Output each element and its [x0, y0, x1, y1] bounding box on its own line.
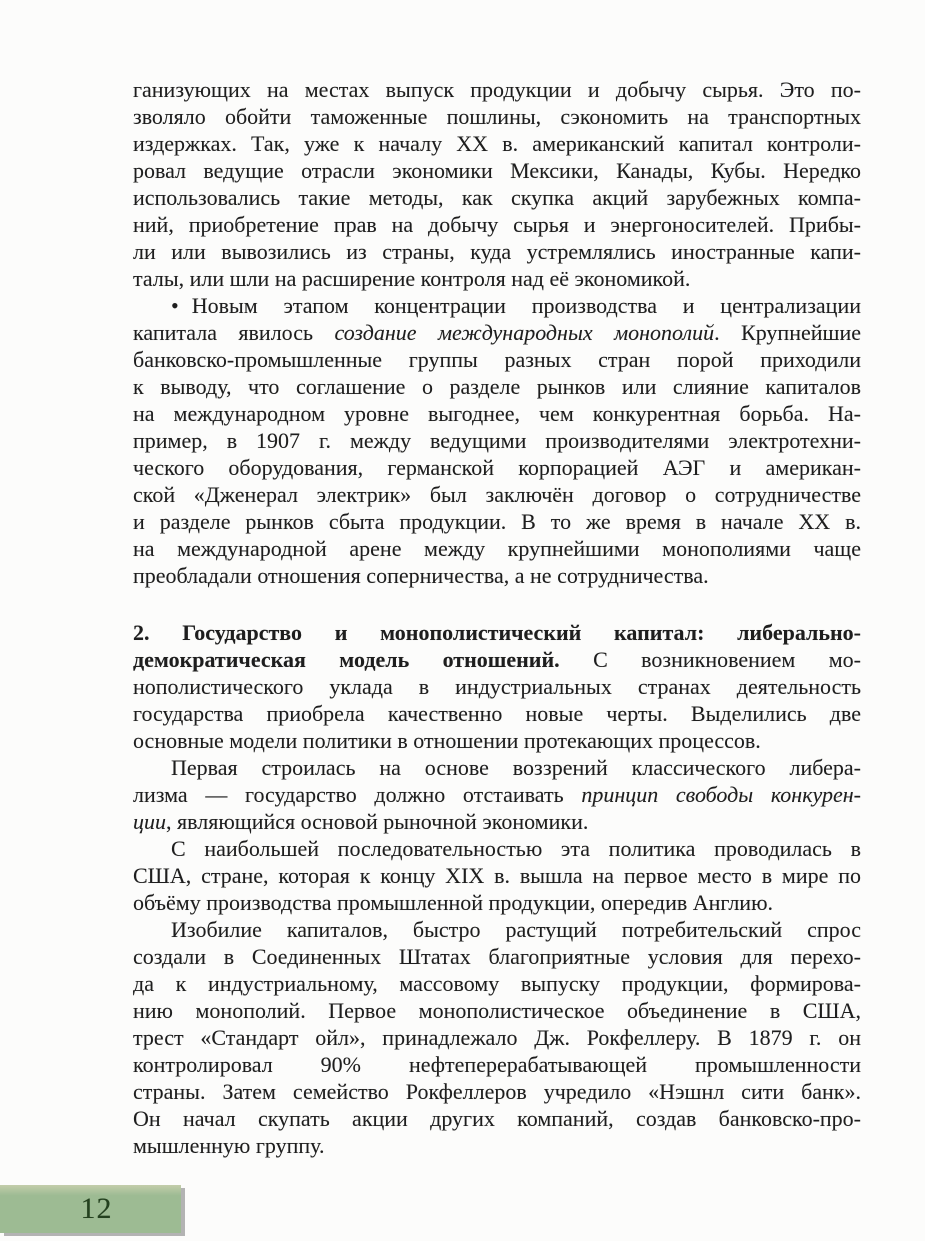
text-line [133, 265, 861, 292]
text-line [133, 889, 861, 916]
text-segment: Он начал скупать акции других компаний, создав банковско-про- [133, 1106, 861, 1131]
paragraph [133, 292, 861, 589]
text-segment: демократическая модель отношений. [133, 647, 560, 672]
text-segment: Изобилие капиталов, быстро растущий потребительский спрос [171, 917, 861, 942]
text-segment: страны. Затем семейство Рокфеллеров учредило «Нэшнл сити банк». [133, 1079, 861, 1104]
text-segment: и разделе рынков сбыта продукции. В то же время в начале XX в. [133, 509, 861, 534]
text-line [133, 619, 861, 646]
paragraph [133, 916, 861, 1159]
text-segment: ровал ведущие отрасли экономики Мексики, Канады, Кубы. Нередко [133, 158, 861, 183]
text-line [133, 754, 861, 781]
text-line [133, 481, 861, 508]
paragraph [133, 76, 861, 292]
text-segment: ганизующих на местах выпуск продукции и добычу сырья. Это по- [133, 77, 861, 102]
text-line [133, 808, 861, 835]
text-line [133, 997, 861, 1024]
text-segment: к выводу, что соглашение о разделе рынков или слияние капиталов [133, 374, 861, 399]
text-line [133, 700, 861, 727]
text-segment: да к индустриальному, массовому выпуску продукции, формирова- [133, 971, 861, 996]
text-line [133, 1051, 861, 1078]
text-segment: объёму производства промышленной продукции, опередив Англию. [133, 890, 774, 915]
text-line [133, 238, 861, 265]
text-segment: создали в Соединенных Штатах благоприятные условия для перехо- [133, 944, 861, 969]
text-line [133, 673, 861, 700]
text-segment: капитала явилось [133, 320, 335, 345]
text-line [133, 454, 861, 481]
page-number-tab [0, 1185, 181, 1233]
text-segment: США, стране, которая к концу XIX в. вышла на первое место в мире по [133, 863, 861, 888]
text-line [133, 400, 861, 427]
paragraph [133, 754, 861, 835]
text-segment: на международном уровне выгоднее, чем конкурентная борьба. На- [133, 401, 861, 426]
text-line [133, 292, 861, 319]
text-line [133, 157, 861, 184]
text-segment: лизма — государство должно отстаивать [133, 782, 582, 807]
text-segment: зволяло обойти таможенные пошлины, сэкономить на транспортных [133, 104, 861, 129]
text-segment: основные модели политики в отношении протекающих процессов. [133, 728, 761, 753]
text-line [133, 1132, 861, 1159]
paragraph [133, 619, 861, 754]
text-line [133, 970, 861, 997]
text-segment: Первая строилась на основе воззрений классического либера- [171, 755, 861, 780]
text-line [133, 319, 861, 346]
bullet-marker: • [171, 293, 179, 318]
text-line [133, 508, 861, 535]
text-line [133, 862, 861, 889]
text-line [133, 130, 861, 157]
text-segment: банковско-промышленные группы разных стран порой приходили [133, 347, 861, 372]
text-line [133, 1024, 861, 1051]
text-line [133, 916, 861, 943]
text-segment: контролировал 90% нефтеперерабатывающей промышленности [133, 1052, 861, 1077]
text-segment: ческого оборудования, германской корпорацией АЭГ и американ- [133, 455, 861, 480]
text-line [133, 835, 861, 862]
text-segment: 2. Государство и монополистический капитал: либерально- [133, 620, 861, 645]
text-line [133, 943, 861, 970]
text-line [133, 535, 861, 562]
paragraph [133, 835, 861, 916]
text-segment: использовались такие методы, как скупка акций зарубежных компа- [133, 185, 861, 210]
text-segment: нополистического уклада в индустриальных странах деятельность [133, 674, 861, 699]
text-line [133, 427, 861, 454]
text-segment: издержках. Так, уже к началу XX в. американский капитал контроли- [133, 131, 861, 156]
text-segment: С наибольшей последовательностью эта политика проводилась в [171, 836, 861, 861]
text-line [133, 76, 861, 103]
text-segment: , являющийся основой рыночной экономики. [166, 809, 589, 834]
text-line [133, 346, 861, 373]
text-segment: талы, или шли на расширение контроля над её экономикой. [133, 266, 691, 291]
text-line [133, 727, 861, 754]
text-segment: ли или вывозились из страны, куда устремлялись иностранные капи- [133, 239, 861, 264]
text-line [133, 184, 861, 211]
text-segment: создание международных монополий [334, 320, 715, 345]
text-segment: государства приобрела качественно новые черты. Выделились две [133, 701, 861, 726]
text-block [133, 76, 861, 1159]
text-line [133, 1078, 861, 1105]
text-segment: преобладали отношения соперничества, а не сотрудничества. [133, 563, 709, 588]
text-line [133, 373, 861, 400]
text-segment: С возникновением мо- [559, 647, 861, 672]
text-line [133, 781, 861, 808]
text-segment: принцип свободы конкурен- [581, 782, 861, 807]
page-number: 12 [80, 1192, 113, 1225]
text-segment: ции [133, 809, 166, 834]
text-line [133, 562, 861, 589]
text-segment: ской «Дженерал электрик» был заключён договор о сотрудничестве [133, 482, 861, 507]
text-segment: пример, в 1907 г. между ведущими производителями электротехни- [133, 428, 861, 453]
text-segment: на международной арене между крупнейшими монополиями чаще [133, 536, 861, 561]
text-line [133, 103, 861, 130]
text-segment: ний, приобретение прав на добычу сырья и энергоносителей. Прибы- [133, 212, 861, 237]
text-segment: нию монополий. Первое монополистическое объединение в США, [133, 998, 861, 1023]
text-line [133, 211, 861, 238]
text-segment: мышленную группу. [133, 1133, 325, 1158]
text-line [133, 1105, 861, 1132]
text-segment: Новым этапом концентрации производства и централизации [191, 293, 861, 318]
text-line [133, 646, 861, 673]
text-segment: . Крупнейшие [714, 320, 861, 345]
text-segment: трест «Стандарт ойл», принадлежало Дж. Рокфеллеру. В 1879 г. он [133, 1025, 861, 1050]
